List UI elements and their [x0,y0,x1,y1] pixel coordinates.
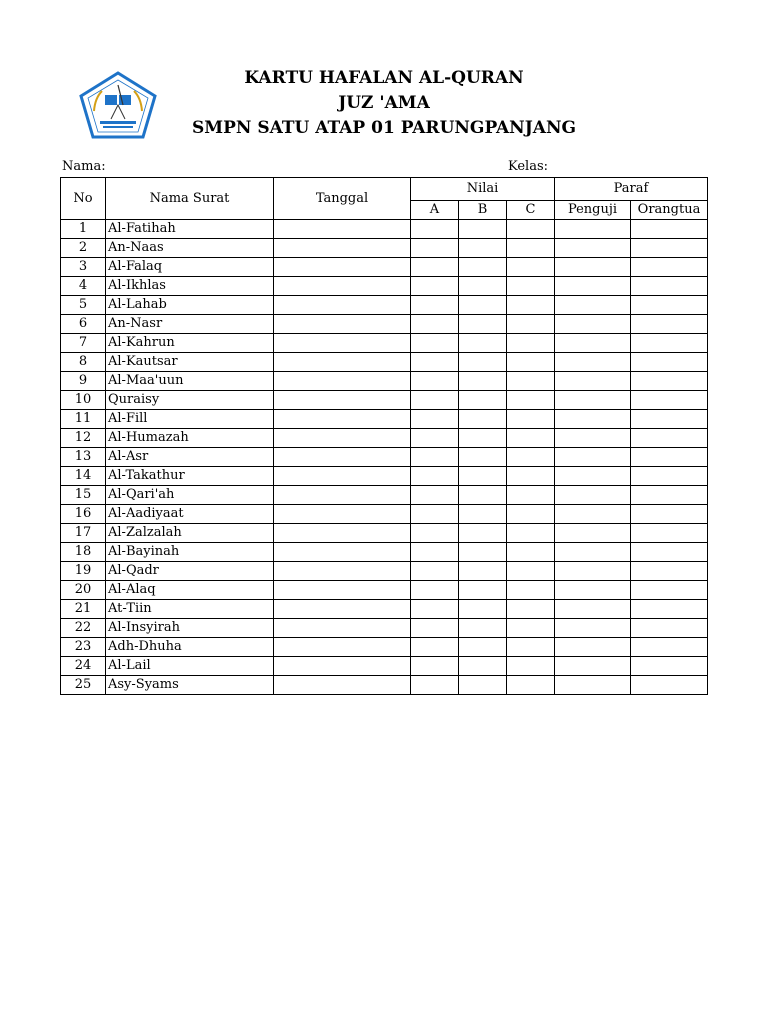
table-row [61,676,708,695]
nilai-a-cell[interactable] [411,296,459,315]
table-row [61,600,708,619]
penguji-cell[interactable] [555,429,631,448]
row-number: 11 [61,410,106,429]
surat-name: Al-Takathur [106,467,274,486]
nilai-c-cell[interactable] [507,239,555,258]
nilai-b-cell[interactable] [459,296,507,315]
header-nilai-a: A [411,201,459,220]
row-number: 7 [61,334,106,353]
nilai-b-cell[interactable] [459,467,507,486]
penguji-cell[interactable] [555,448,631,467]
tanggal-cell[interactable] [274,524,411,543]
nilai-c-cell[interactable] [507,676,555,695]
tanggal-cell[interactable] [274,239,411,258]
row-number: 14 [61,467,106,486]
row-number: 17 [61,524,106,543]
surat-name: Al-Qari'ah [106,486,274,505]
penguji-cell[interactable] [555,391,631,410]
school-logo [78,71,158,139]
nilai-a-cell[interactable] [411,600,459,619]
penguji-cell[interactable] [555,410,631,429]
nilai-a-cell[interactable] [411,448,459,467]
tanggal-cell[interactable] [274,676,411,695]
row-number: 10 [61,391,106,410]
surat-name: Al-Bayinah [106,543,274,562]
header-no: No [61,178,106,220]
row-number: 24 [61,657,106,676]
surat-name: Al-Maa'uun [106,372,274,391]
penguji-cell[interactable] [555,372,631,391]
table-row [61,505,708,524]
orangtua-cell[interactable] [631,619,708,638]
orangtua-cell[interactable] [631,524,708,543]
nama-label: Nama: [62,159,106,174]
header-orangtua: Orangtua [631,201,708,220]
juz-title: JUZ 'AMA [338,93,430,113]
penguji-cell[interactable] [555,467,631,486]
header-tanggal: Tanggal [274,178,411,220]
penguji-cell[interactable] [555,315,631,334]
surat-name: Al-Kahrun [106,334,274,353]
penguji-cell[interactable] [555,676,631,695]
row-number: 3 [61,258,106,277]
penguji-cell[interactable] [555,258,631,277]
table-row [61,581,708,600]
penguji-cell[interactable] [555,220,631,239]
surat-name: Al-Aadiyaat [106,505,274,524]
orangtua-cell[interactable] [631,258,708,277]
surat-name: Al-Zalzalah [106,524,274,543]
tanggal-cell[interactable] [274,505,411,524]
penguji-cell[interactable] [555,505,631,524]
tanggal-cell[interactable] [274,467,411,486]
nilai-b-cell[interactable] [459,657,507,676]
nilai-b-cell[interactable] [459,353,507,372]
row-number: 6 [61,315,106,334]
nilai-c-cell[interactable] [507,410,555,429]
nilai-c-cell[interactable] [507,486,555,505]
nilai-a-cell[interactable] [411,315,459,334]
nilai-b-cell[interactable] [459,220,507,239]
tanggal-cell[interactable] [274,448,411,467]
orangtua-cell[interactable] [631,448,708,467]
nilai-b-cell[interactable] [459,410,507,429]
tanggal-cell[interactable] [274,258,411,277]
nilai-c-cell[interactable] [507,467,555,486]
tanggal-cell[interactable] [274,315,411,334]
nilai-c-cell[interactable] [507,296,555,315]
nilai-c-cell[interactable] [507,543,555,562]
penguji-cell[interactable] [555,638,631,657]
nilai-b-cell[interactable] [459,676,507,695]
row-number: 9 [61,372,106,391]
tanggal-cell[interactable] [274,562,411,581]
penguji-cell[interactable] [555,619,631,638]
table-row [61,448,708,467]
nilai-a-cell[interactable] [411,676,459,695]
tanggal-cell[interactable] [274,638,411,657]
table-row [61,277,708,296]
nilai-a-cell[interactable] [411,410,459,429]
nilai-c-cell[interactable] [507,638,555,657]
nilai-b-cell[interactable] [459,505,507,524]
orangtua-cell[interactable] [631,372,708,391]
memorization-table [60,177,708,695]
nilai-b-cell[interactable] [459,258,507,277]
orangtua-cell[interactable] [631,676,708,695]
nilai-a-cell[interactable] [411,372,459,391]
row-number: 20 [61,581,106,600]
table-row [61,220,708,239]
table-row [61,391,708,410]
table-row [61,239,708,258]
nilai-a-cell[interactable] [411,619,459,638]
table-row [61,467,708,486]
nilai-c-cell[interactable] [507,505,555,524]
table-row [61,524,708,543]
orangtua-cell[interactable] [631,239,708,258]
orangtua-cell[interactable] [631,562,708,581]
table-row [61,315,708,334]
tanggal-cell[interactable] [274,277,411,296]
orangtua-cell[interactable] [631,486,708,505]
nilai-a-cell[interactable] [411,543,459,562]
nilai-c-cell[interactable] [507,581,555,600]
surat-name: At-Tiin [106,600,274,619]
row-number: 15 [61,486,106,505]
nilai-b-cell[interactable] [459,277,507,296]
row-number: 22 [61,619,106,638]
row-number: 1 [61,220,106,239]
nilai-a-cell[interactable] [411,258,459,277]
header-nilai-c: C [507,201,555,220]
surat-name: Quraisy [106,391,274,410]
nilai-b-cell[interactable] [459,581,507,600]
nilai-b-cell[interactable] [459,429,507,448]
nilai-a-cell[interactable] [411,239,459,258]
surat-name: Al-Lail [106,657,274,676]
surat-name: Al-Asr [106,448,274,467]
tanggal-cell[interactable] [274,220,411,239]
tanggal-cell[interactable] [274,410,411,429]
nilai-c-cell[interactable] [507,619,555,638]
nilai-b-cell[interactable] [459,334,507,353]
tanggal-cell[interactable] [274,296,411,315]
table-row [61,372,708,391]
header-nilai-b: B [459,201,507,220]
table-row [61,657,708,676]
table-row [61,353,708,372]
nilai-c-cell[interactable] [507,372,555,391]
row-number: 21 [61,600,106,619]
table-row [61,258,708,277]
nilai-c-cell[interactable] [507,524,555,543]
table-row [61,638,708,657]
table-row [61,296,708,315]
nilai-b-cell[interactable] [459,486,507,505]
penguji-cell[interactable] [555,239,631,258]
tanggal-cell[interactable] [274,353,411,372]
orangtua-cell[interactable] [631,315,708,334]
orangtua-cell[interactable] [631,334,708,353]
nilai-a-cell[interactable] [411,277,459,296]
penguji-cell[interactable] [555,543,631,562]
table-row [61,486,708,505]
table-body [61,220,708,695]
nilai-a-cell[interactable] [411,581,459,600]
surat-name: Al-Humazah [106,429,274,448]
orangtua-cell[interactable] [631,410,708,429]
nilai-c-cell[interactable] [507,391,555,410]
surat-name: Al-Alaq [106,581,274,600]
penguji-cell[interactable] [555,353,631,372]
nilai-b-cell[interactable] [459,372,507,391]
nilai-a-cell[interactable] [411,353,459,372]
penguji-cell[interactable] [555,600,631,619]
nilai-a-cell[interactable] [411,657,459,676]
orangtua-cell[interactable] [631,220,708,239]
tanggal-cell[interactable] [274,581,411,600]
nilai-a-cell[interactable] [411,638,459,657]
table-row [61,410,708,429]
row-number: 19 [61,562,106,581]
row-number: 4 [61,277,106,296]
row-number: 23 [61,638,106,657]
card-title: KARTU HAFALAN AL-QURAN [244,68,524,88]
nilai-c-cell[interactable] [507,258,555,277]
orangtua-cell[interactable] [631,657,708,676]
nilai-c-cell[interactable] [507,277,555,296]
nilai-a-cell[interactable] [411,524,459,543]
orangtua-cell[interactable] [631,600,708,619]
table-row [61,619,708,638]
tanggal-cell[interactable] [274,657,411,676]
orangtua-cell[interactable] [631,543,708,562]
nilai-a-cell[interactable] [411,429,459,448]
orangtua-cell[interactable] [631,391,708,410]
nilai-c-cell[interactable] [507,448,555,467]
tanggal-cell[interactable] [274,429,411,448]
nilai-b-cell[interactable] [459,543,507,562]
row-number: 25 [61,676,106,695]
orangtua-cell[interactable] [631,581,708,600]
penguji-cell[interactable] [555,296,631,315]
penguji-cell[interactable] [555,581,631,600]
row-number: 16 [61,505,106,524]
tanggal-cell[interactable] [274,619,411,638]
orangtua-cell[interactable] [631,353,708,372]
nilai-a-cell[interactable] [411,562,459,581]
nilai-c-cell[interactable] [507,220,555,239]
nilai-a-cell[interactable] [411,220,459,239]
surat-name: Asy-Syams [106,676,274,695]
nilai-a-cell[interactable] [411,486,459,505]
table-row [61,562,708,581]
header-paraf: Paraf [555,178,708,201]
surat-name: Al-Kautsar [106,353,274,372]
nilai-b-cell[interactable] [459,391,507,410]
tanggal-cell[interactable] [274,391,411,410]
nilai-b-cell[interactable] [459,562,507,581]
nilai-c-cell[interactable] [507,657,555,676]
orangtua-cell[interactable] [631,638,708,657]
tanggal-cell[interactable] [274,600,411,619]
header-nilai: Nilai [411,178,555,201]
nilai-b-cell[interactable] [459,524,507,543]
orangtua-cell[interactable] [631,467,708,486]
surat-name: Al-Falaq [106,258,274,277]
surat-name: Al-Fatihah [106,220,274,239]
surat-name: Adh-Dhuha [106,638,274,657]
nilai-c-cell[interactable] [507,353,555,372]
nilai-a-cell[interactable] [411,391,459,410]
nilai-b-cell[interactable] [459,315,507,334]
surat-name: An-Naas [106,239,274,258]
nilai-a-cell[interactable] [411,505,459,524]
nilai-a-cell[interactable] [411,467,459,486]
orangtua-cell[interactable] [631,296,708,315]
nilai-b-cell[interactable] [459,619,507,638]
penguji-cell[interactable] [555,524,631,543]
kelas-label: Kelas: [508,159,549,174]
table-row [61,429,708,448]
penguji-cell[interactable] [555,277,631,296]
surat-name: An-Nasr [106,315,274,334]
tanggal-cell[interactable] [274,372,411,391]
penguji-cell[interactable] [555,486,631,505]
surat-name: Al-Fill [106,410,274,429]
penguji-cell[interactable] [555,657,631,676]
nilai-c-cell[interactable] [507,334,555,353]
surat-name: Al-Ikhlas [106,277,274,296]
orangtua-cell[interactable] [631,429,708,448]
penguji-cell[interactable] [555,562,631,581]
row-number: 12 [61,429,106,448]
row-number: 8 [61,353,106,372]
school-name: SMPN SATU ATAP 01 PARUNGPANJANG [191,118,577,138]
table-row [61,334,708,353]
row-number: 5 [61,296,106,315]
tanggal-cell[interactable] [274,486,411,505]
surat-name: Al-Lahab [106,296,274,315]
surat-name: Al-Qadr [106,562,274,581]
table-row [61,543,708,562]
header-nama-surat: Nama Surat [106,178,274,220]
nilai-b-cell[interactable] [459,600,507,619]
row-number: 2 [61,239,106,258]
nilai-b-cell[interactable] [459,638,507,657]
penguji-cell[interactable] [555,334,631,353]
header-penguji: Penguji [555,201,631,220]
surat-name: Al-Insyirah [106,619,274,638]
nilai-c-cell[interactable] [507,429,555,448]
nilai-b-cell[interactable] [459,448,507,467]
nilai-a-cell[interactable] [411,334,459,353]
nilai-c-cell[interactable] [507,315,555,334]
nilai-c-cell[interactable] [507,562,555,581]
tanggal-cell[interactable] [274,334,411,353]
row-number: 18 [61,543,106,562]
orangtua-cell[interactable] [631,505,708,524]
row-number: 13 [61,448,106,467]
tanggal-cell[interactable] [274,543,411,562]
nilai-b-cell[interactable] [459,239,507,258]
nilai-c-cell[interactable] [507,600,555,619]
orangtua-cell[interactable] [631,277,708,296]
